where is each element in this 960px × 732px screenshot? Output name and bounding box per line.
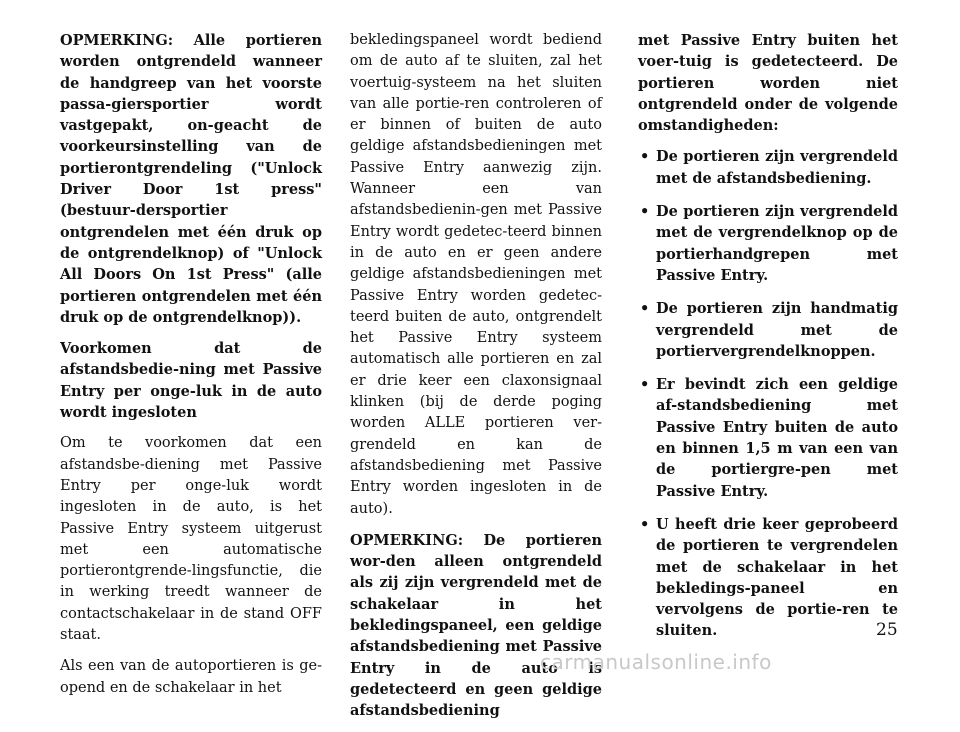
list-item: • De portieren zijn vergrendeld met de vergrendelknop op de portierhandgrepen met Passive Entry. <box>638 201 898 286</box>
body-paragraph: bekledingspaneel wordt bediend om de auto af te sluiten, zal het voertuig-systeem na het sluiten van alle portie-ren controleren of er binnen of buiten de auto geldige afstandsbedieningen met Passive Entry aanwezig zijn. Wanneer een van afstandsbedienin-gen met Passive Entry wordt gedetec-teerd binnen in de auto en er geen andere geldige afstandsbedieningen met Passive Entry worden gedetec-teerd buiten de auto, ontgrendelt het Passive Entry systeem automatisch alle portieren en zal er drie keer een claxonsignaal klinken (bij de derde poging worden ALLE portieren ver-grendeld en kan de afstandsbediening met Passive Entry worden ingesloten in de auto). <box>350 32 602 517</box>
condition-list <box>638 146 898 641</box>
body-paragraph: Als een van de autoportieren is ge-opend en de schakelaar in het <box>60 658 322 696</box>
note-paragraph: OPMERKING: Alle portieren worden ontgrendeld wanneer de handgreep van het voorste passa-giersportier wordt vastgepakt, on-geacht de voorkeursinstelling van de portierontgrendeling ("Unlock Driver Door 1st press" (bestuur-dersportier ontgrendelen met één druk op de ontgrendelknop) of "Unlock All Doors On 1st Press" (alle portieren ontgrendelen met één druk op de ontgrendelknop)). <box>60 32 322 326</box>
text-column-right <box>638 30 898 654</box>
list-item: • Er bevindt zich een geldige af-standsbediening met Passive Entry buiten de auto en binnen 1,5 m van een van de portiergre-pen met Passive Entry. <box>638 374 898 502</box>
text-column-left <box>60 30 322 709</box>
text-column-middle <box>350 30 602 732</box>
list-item: • De portieren zijn vergrendeld met de afstandsbediening. <box>638 146 898 189</box>
note-paragraph: OPMERKING: De portieren wor-den alleen ontgrendeld als zij zijn vergrendeld met de schakelaar in het bekledingspaneel, een geldige afstandsbediening met Passive Entry in de auto is gedetecteerd en geen geldige afstandsbediening <box>350 531 602 720</box>
list-item: • U heeft drie keer geprobeerd de portieren te vergrendelen met de schakelaar in het bekledings-paneel en vervolgens de portie-ren te sluiten. <box>638 514 898 642</box>
watermark: carmanualsonline.info <box>540 650 772 674</box>
list-item: • De portieren zijn handmatig vergrendeld met de portiervergrendelknoppen. <box>638 298 898 362</box>
note-continuation: met Passive Entry buiten het voer-tuig is gedetecteerd. De portieren worden niet ontgrendeld onder de volgende omstandigheden: <box>638 32 898 135</box>
section-heading: Voorkomen dat de afstandsbedie-ning met Passive Entry per onge-luk in de auto wordt ingesloten <box>60 340 322 422</box>
page-number: 25 <box>876 620 898 640</box>
body-paragraph: Om te voorkomen dat een afstandsbe-diening met Passive Entry per onge-luk wordt ingesloten in de auto, is het Passive Entry systeem uitgerust met een automatische portierontgrende-lingsfunctie, die in werking treedt wanneer de contactschakelaar in de stand OFF staat. <box>60 435 322 644</box>
